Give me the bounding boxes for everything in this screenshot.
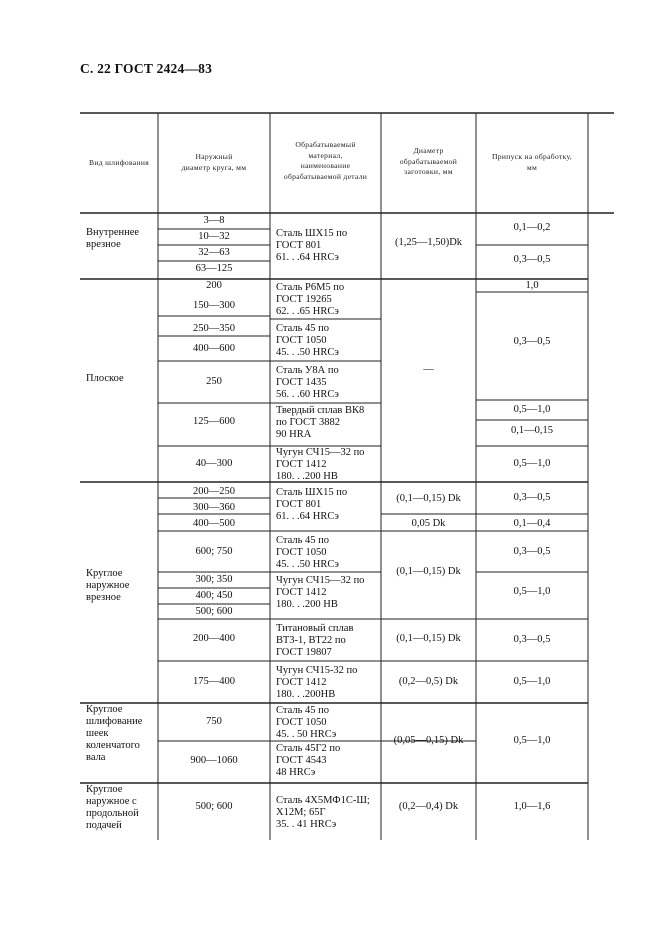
wheel-diameter: 250—350 [193,323,235,334]
blank-diameter: (0,1—0,15) Dk [396,633,461,644]
material-cell: Чугун СЧ15—32 по ГОСТ 1412 180. . .200 НВ [276,447,365,482]
wheel-diameter: 40—300 [195,458,233,469]
wheel-diameter: 300—360 [193,502,235,513]
wheel-diameter: 200—250 [193,486,235,497]
allowance-cell: 0,5—1,0 [513,676,551,687]
allowance-cell: 1,0—1,6 [513,801,551,812]
blank-diameter: — [423,364,434,375]
material-cell: Титановый сплав ВТ3-1, ВТ22 по ГОСТ 19807 [276,623,354,658]
wheel-diameter: 400—600 [193,343,235,354]
wheel-diameter: 63—125 [195,263,233,274]
material-cell: Сталь ШХ15 по ГОСТ 801 61. . .64 HRCэ [276,228,348,263]
wheel-diameter: 150—300 [193,300,235,311]
group-label: Круглое шлифование шеек коленчатого вала [86,704,143,763]
wheel-diameter: 200 [206,280,222,291]
wheel-diameter: 600; 750 [195,546,233,557]
header-material: Обрабатываемый материал, наименование обрабатываемой детали [283,140,368,181]
blank-diameter: (0,1—0,15) Dk [396,493,461,504]
wheel-diameter: 175—400 [193,676,235,687]
allowance-cell: 0,3—0,5 [513,546,551,557]
blank-diameter: (0,2—0,5) Dk [398,676,459,687]
material-cell: Сталь Р6М5 по ГОСТ 19265 62. . .65 HRCэ [276,282,345,317]
wheel-diameter: 125—600 [193,416,235,427]
material-cell: Сталь 4Х5МФ1С-Ш; Х12М; 65Г 35. . 41 HRCэ [276,795,370,830]
allowance-cell: 1,0 [525,280,539,291]
allowance-cell: 0,5—1,0 [513,458,551,469]
allowance-cell: 0,5—1,0 [513,404,551,415]
material-cell: Сталь 45Г2 по ГОСТ 4543 48 HRCэ [276,743,341,778]
material-cell: Сталь ШХ15 по ГОСТ 801 61. . .64 HRCэ [276,487,348,522]
material-cell: Сталь 45 по ГОСТ 1050 45. . .50 HRCэ [276,323,339,358]
material-cell: Чугун СЧ15-32 по ГОСТ 1412 180. . .200НВ [276,665,358,700]
material-cell: Твердый сплав ВК8 по ГОСТ 3882 90 HRA [276,405,365,440]
wheel-diameter: 3—8 [203,215,225,226]
wheel-diameter: 400—500 [193,518,235,529]
wheel-diameter: 400; 450 [195,590,233,601]
blank-diameter: (1,25—1,50)Dk [394,237,463,248]
blank-diameter: (0,1—0,15) Dk [396,566,461,577]
wheel-diameter: 10—32 [198,231,230,242]
allowance-cell: 0,5—1,0 [513,586,551,597]
blank-diameter: (0,05—0,15) Dk [393,735,464,746]
wheel-diameter: 250 [206,376,222,387]
group-label: Внутреннее врезное [86,227,140,250]
wheel-diameter: 750 [206,716,222,727]
header-type: Вид шлифования [89,158,149,167]
allowance-cell: 0,3—0,5 [513,336,551,347]
group-label: Круглое наружное врезное [86,568,130,603]
wheel-diameter: 500; 600 [195,606,233,617]
material-cell: Сталь 45 по ГОСТ 1050 45. . 50 HRCэ [276,705,337,740]
allowance-cell: 0,3—0,5 [513,634,551,645]
wheel-diameter: 200—400 [193,633,235,644]
page-header: С. 22 ГОСТ 2424—83 [80,61,213,76]
allowance-cell: 0,1—0,15 [511,425,553,436]
allowance-cell: 0,3—0,5 [513,254,551,265]
blank-diameter: 0,05 Dk [411,518,446,529]
header-wheel-diameter: Наружный диаметр круга, мм [181,152,247,172]
allowance-cell: 0,5—1,0 [513,735,551,746]
material-cell: Чугун СЧ15—32 по ГОСТ 1412 180. . .200 НВ [276,575,365,610]
material-cell: Сталь 45 по ГОСТ 1050 45. . .50 HRCэ [276,535,339,570]
wheel-diameter: 900—1060 [190,755,238,766]
group-label: Плоское [86,373,124,384]
header-allowance: Припуск на обработку, мм [491,152,573,172]
wheel-diameter: 300; 350 [195,574,233,585]
allowance-cell: 0,1—0,4 [513,518,551,529]
material-cell: Сталь У8А по ГОСТ 1435 56. . .60 HRCэ [276,365,339,400]
header-blank-diameter: Диаметр обрабатываемой заготовки, мм [399,146,458,176]
allowance-cell: 0,1—0,2 [513,222,551,233]
allowance-cell: 0,3—0,5 [513,492,551,503]
blank-diameter: (0,2—0,4) Dk [398,801,459,812]
wheel-diameter: 500; 600 [195,801,233,812]
group-label: Круглое наружное с продольной подачей [86,784,139,831]
wheel-diameter: 32—63 [198,247,230,258]
